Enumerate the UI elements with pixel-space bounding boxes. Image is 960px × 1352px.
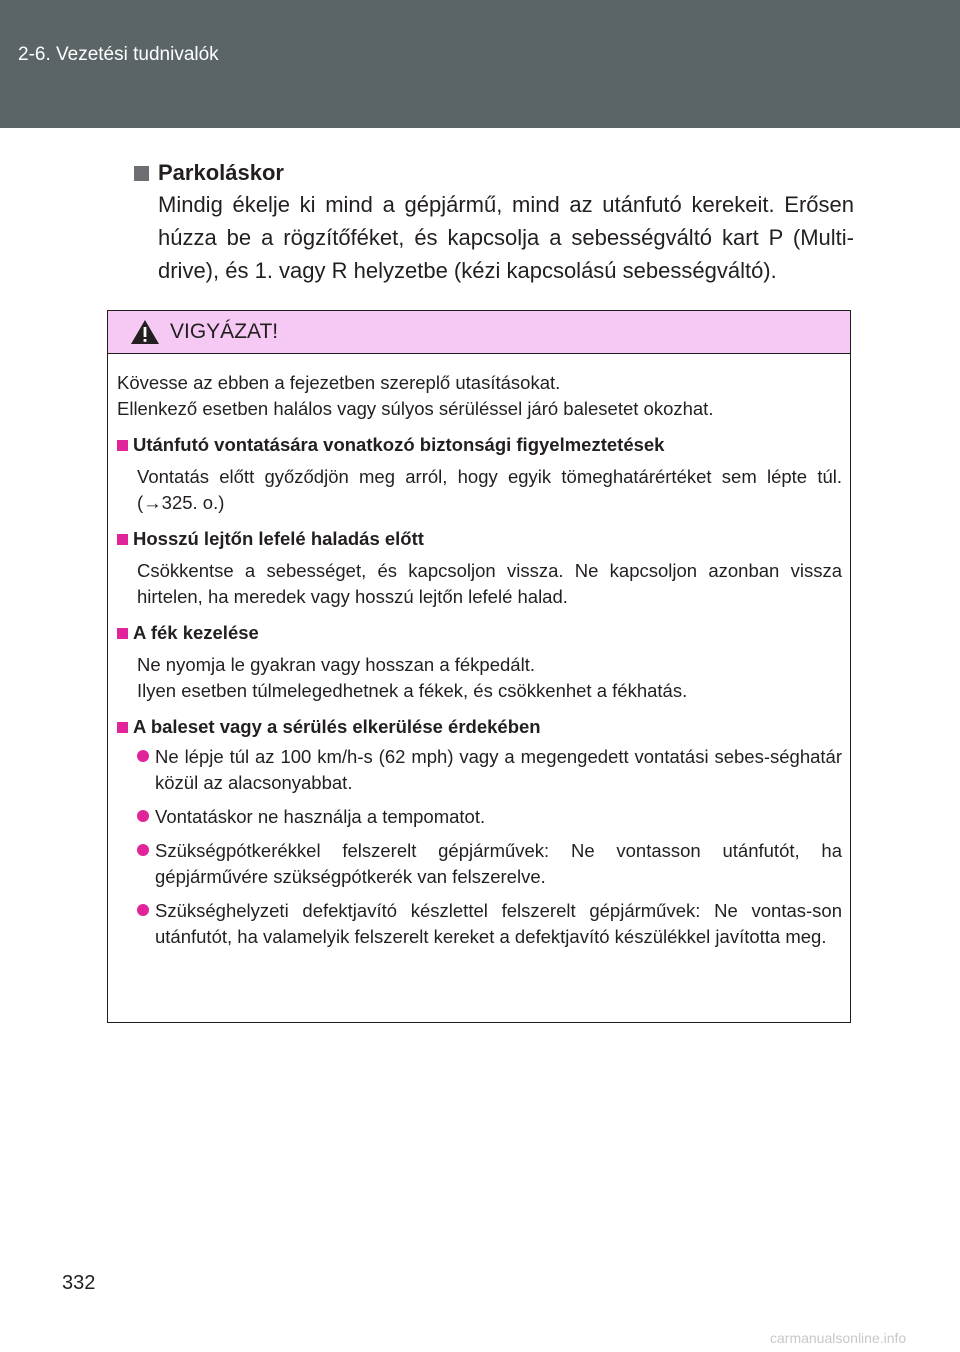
list-item [137,804,842,830]
square-bullet-icon [117,628,128,639]
warning-section-heading [117,620,842,646]
round-bullet-icon [137,904,149,916]
bullet-list [117,744,842,950]
warning-section-heading [117,714,842,740]
list-item [137,898,842,950]
square-bullet-icon [117,534,128,545]
round-bullet-icon [137,810,149,822]
warning-header [108,311,850,354]
watermark: carmanualsonline.info [770,1330,907,1346]
warning-section-text [137,652,842,704]
parking-heading [134,158,854,188]
warning-section-text: Vontatás előtt győződjön meg arról, hogy egyik tömeghatárértéket sem lépte túl. (→325. o.) [137,466,842,513]
parking-body: Mindig ékelje ki mind a gépjármű, mind az utánfutó kerekeit. Erősen húzza be a rögzítőféket, és kapcsolja a sebességváltó kart P (Multi-drive), és 1. vagy R helyzetbe (kézi kapcsolású sebességváltó). [158,192,854,283]
warning-section-brakes [117,620,842,704]
parking-heading-text: Parkoláskor [158,160,284,185]
parking-section [134,158,854,287]
warning-section-heading [117,526,842,552]
warning-section-accident-prevention [117,714,842,950]
list-item-text: Vontatáskor ne használja a tempomatot. [155,806,486,827]
round-bullet-icon [137,750,149,762]
square-bullet-icon [117,722,128,733]
square-bullet-icon [134,166,149,181]
warning-section-text: Csökkentse a sebességet, és kapcsoljon vissza. Ne kapcsoljon azonban vissza hirtelen, ha meredek vagy hosszú lejtőn lefelé halad. [137,560,842,607]
warning-section-trailer-safety [117,432,842,516]
warning-box [107,310,851,1023]
page-header [0,0,960,128]
section-title: 2-6. Vezetési tudnivalók [18,44,219,65]
warning-section-line: Ilyen esetben túlmelegedhetnek a fékek, és csökkenhet a fékhatás. [137,680,688,701]
warning-section-heading [117,432,842,458]
warning-section-line: Ne nyomja le gyakran vagy hosszan a fékpedált. [137,654,535,675]
warning-section-heading-text: Utánfutó vontatására vonatkozó biztonsági figyelmeztetések [133,434,665,455]
warning-section-heading-text: A fék kezelése [133,622,259,643]
page-number: 332 [62,1272,96,1294]
warning-title: VIGYÁZAT! [170,320,279,343]
warning-triangle-icon [130,319,160,345]
warning-section-heading-text: Hosszú lejtőn lefelé haladás előtt [133,528,424,549]
list-item [137,744,842,796]
warning-intro-line: Kövesse az ebben a fejezetben szereplő utasításokat. [117,372,561,393]
warning-section-downhill [117,526,842,610]
warning-section-heading-text: A baleset vagy a sérülés elkerülése érdekében [133,716,541,737]
list-item-text: Szükséghelyzeti defektjavító készlettel felszerelt gépjárművek: Ne vontas-son utánfutót, ha valamelyik felszerelt kereket a defektjavító készülékkel javította meg. [155,900,842,947]
round-bullet-icon [137,844,149,856]
square-bullet-icon [117,440,128,451]
warning-intro-line: Ellenkező esetben halálos vagy súlyos sérüléssel járó balesetet okozhat. [117,398,714,419]
list-item-text: Szükségpótkerékkel felszerelt gépjárművek: Ne vontasson utánfutót, ha gépjárművére szükségpótkerék van felszerelve. [155,840,842,887]
list-item-text: Ne lépje túl az 100 km/h-s (62 mph) vagy a megengedett vontatási sebes-séghatár közül az alacsonyabbat. [155,746,842,793]
warning-body [108,354,850,950]
list-item [137,838,842,890]
